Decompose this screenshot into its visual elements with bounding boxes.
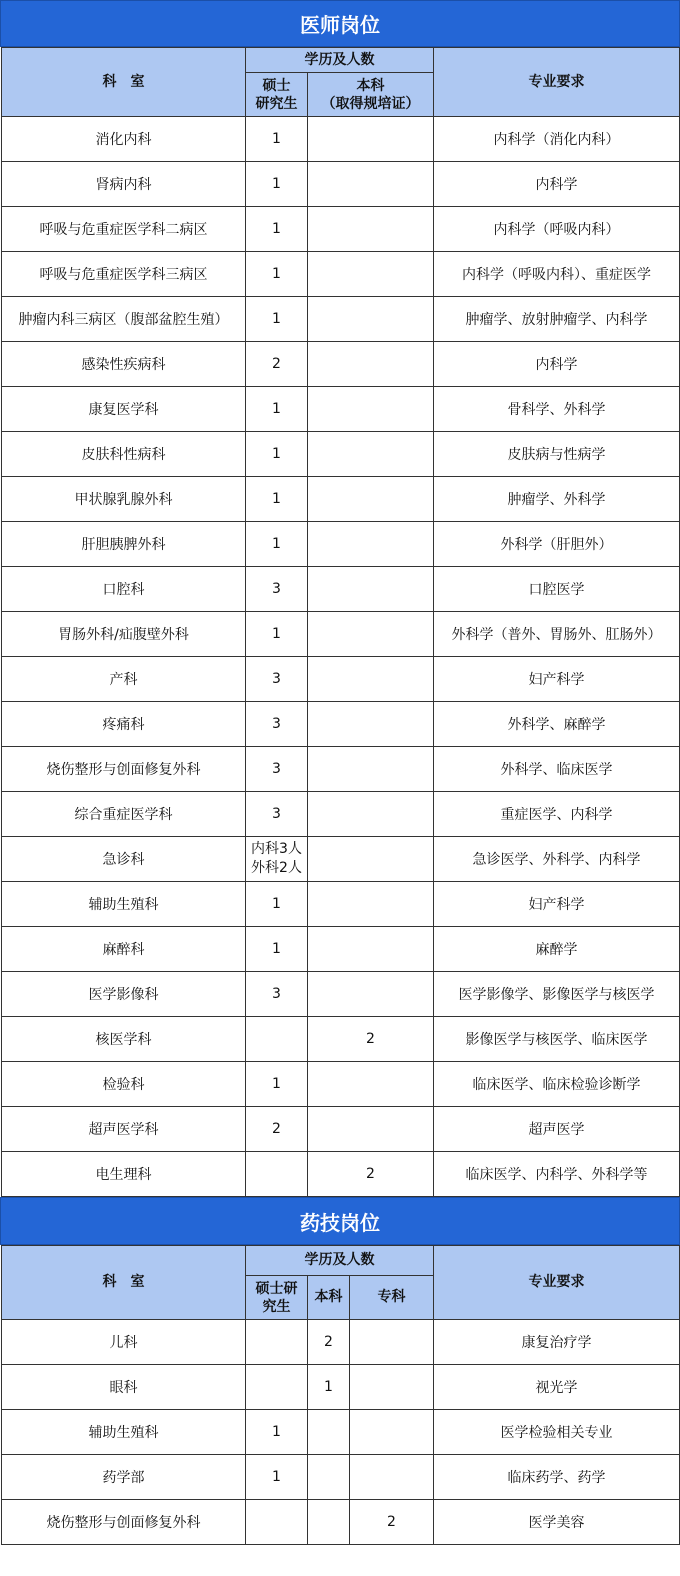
master-count-cell: 1: [246, 207, 308, 252]
major-cell: 医学影像学、影像医学与核医学: [434, 972, 680, 1017]
dept-cell: 疼痛科: [2, 702, 246, 747]
dept-cell: 胃肠外科/疝腹壁外科: [2, 612, 246, 657]
major-cell: 口腔医学: [434, 567, 680, 612]
major-cell: 临床医学、内科学、外科学等: [434, 1152, 680, 1197]
header-education: [246, 1246, 434, 1276]
master-count-cell: 3: [246, 747, 308, 792]
major-cell: 临床医学、临床检验诊断学: [434, 1062, 680, 1107]
major-cell: 内科学（呼吸内科）: [434, 207, 680, 252]
header-education-label: 学历及人数: [304, 1252, 375, 1268]
dept-cell: 康复医学科: [2, 387, 246, 432]
table-row: [2, 567, 680, 612]
bachelor-count-cell: [308, 927, 434, 972]
major-cell: 内科学: [434, 342, 680, 387]
dept-cell: 辅助生殖科: [2, 882, 246, 927]
header-major: [434, 48, 680, 117]
table-row: [2, 792, 680, 837]
table-row: [2, 252, 680, 297]
bachelor-count-cell: [308, 297, 434, 342]
bachelor-count-cell: [308, 1500, 350, 1545]
major-cell: 麻醉学: [434, 927, 680, 972]
bachelor-count-cell: [308, 522, 434, 567]
header-master: [246, 1276, 308, 1320]
major-cell: 外科学（肝胆外）: [434, 522, 680, 567]
dept-cell: 肾病内科: [2, 162, 246, 207]
table-row: [2, 1062, 680, 1107]
header-master: [246, 73, 308, 117]
header-bachelor-label: 本科 （取得规培证）: [321, 77, 420, 112]
major-cell: 内科学（消化内科）: [434, 117, 680, 162]
header-education: [246, 48, 434, 73]
section-title-physician: [0, 0, 680, 47]
dept-cell: 儿科: [2, 1320, 246, 1365]
master-count-cell: 1: [246, 297, 308, 342]
major-cell: 内科学: [434, 162, 680, 207]
table-row: [2, 1017, 680, 1062]
table-row: [2, 1410, 680, 1455]
dept-cell: 急诊科: [2, 837, 246, 882]
master-count-cell: 3: [246, 702, 308, 747]
major-cell: 临床药学、药学: [434, 1455, 680, 1500]
physician-table: [1, 47, 680, 1197]
major-cell: 骨科学、外科学: [434, 387, 680, 432]
header-college-label: 专科: [377, 1289, 406, 1305]
bachelor-count-cell: [308, 477, 434, 522]
master-count-cell: 1: [246, 1410, 308, 1455]
major-cell: 外科学、临床医学: [434, 747, 680, 792]
master-count-cell: 1: [246, 252, 308, 297]
major-cell: 外科学、麻醉学: [434, 702, 680, 747]
bachelor-count-cell: [308, 387, 434, 432]
bachelor-count-cell: [308, 702, 434, 747]
master-count-cell: [246, 1500, 308, 1545]
table-row: [2, 702, 680, 747]
table-row: [2, 882, 680, 927]
header-dept-label: 科 室: [102, 73, 145, 90]
table-row: [2, 342, 680, 387]
header-master-label: 硕士研 究生: [255, 1280, 298, 1315]
bachelor-count-cell: [308, 837, 434, 882]
major-cell: 外科学（普外、胃肠外、肛肠外）: [434, 612, 680, 657]
master-count-cell: 2: [246, 1107, 308, 1152]
master-count-cell: 1: [246, 1062, 308, 1107]
dept-cell: 眼科: [2, 1365, 246, 1410]
major-cell: 影像医学与核医学、临床医学: [434, 1017, 680, 1062]
dept-cell: 超声医学科: [2, 1107, 246, 1152]
master-count-cell: 1: [246, 477, 308, 522]
dept-cell: 电生理科: [2, 1152, 246, 1197]
master-count-cell: 1: [246, 612, 308, 657]
bachelor-count-cell: 2: [308, 1017, 434, 1062]
college-count-cell: [350, 1410, 434, 1455]
college-count-cell: [350, 1365, 434, 1410]
college-count-cell: [350, 1320, 434, 1365]
table-row: [2, 387, 680, 432]
major-cell: 妇产科学: [434, 882, 680, 927]
section-title-pharmacy-tech: [0, 1197, 680, 1245]
major-cell: 肿瘤学、放射肿瘤学、内科学: [434, 297, 680, 342]
major-cell: 皮肤病与性病学: [434, 432, 680, 477]
bachelor-count-cell: 2: [308, 1320, 350, 1365]
bachelor-count-cell: [308, 612, 434, 657]
header-master-label: 硕士 研究生: [255, 77, 298, 112]
master-count-cell: 3: [246, 657, 308, 702]
table-row: [2, 207, 680, 252]
master-count-cell: [246, 1017, 308, 1062]
master-count-cell: 1: [246, 522, 308, 567]
master-count-cell: 1: [246, 387, 308, 432]
master-count-cell: 1: [246, 162, 308, 207]
header-major-label: 专业要求: [528, 1274, 585, 1290]
dept-cell: 烧伤整形与创面修复外科: [2, 747, 246, 792]
table-row: [2, 1320, 680, 1365]
bachelor-count-cell: [308, 252, 434, 297]
major-cell: 急诊医学、外科学、内科学: [434, 837, 680, 882]
dept-cell: 肝胆胰脾外科: [2, 522, 246, 567]
dept-cell: 检验科: [2, 1062, 246, 1107]
header-bachelor: [308, 73, 434, 117]
master-count-cell: 1: [246, 927, 308, 972]
table-row: [2, 297, 680, 342]
table-row: [2, 1107, 680, 1152]
bachelor-count-cell: [308, 972, 434, 1017]
college-count-cell: [350, 1455, 434, 1500]
dept-cell: 消化内科: [2, 117, 246, 162]
table-row: [2, 612, 680, 657]
header-dept-label: 科 室: [102, 1274, 145, 1290]
bachelor-count-cell: [308, 882, 434, 927]
table-row: [2, 837, 680, 882]
dept-cell: 药学部: [2, 1455, 246, 1500]
master-count-cell: [246, 1365, 308, 1410]
header-major-label: 专业要求: [528, 73, 585, 90]
dept-cell: 辅助生殖科: [2, 1410, 246, 1455]
major-cell: 超声医学: [434, 1107, 680, 1152]
table-row: [2, 162, 680, 207]
table-row: [2, 747, 680, 792]
table-row: [2, 927, 680, 972]
dept-cell: 核医学科: [2, 1017, 246, 1062]
header-bachelor: [308, 1276, 350, 1320]
college-count-cell: 2: [350, 1500, 434, 1545]
dept-cell: 肿瘤内科三病区（腹部盆腔生殖）: [2, 297, 246, 342]
header-major: [434, 1246, 680, 1320]
major-cell: 内科学（呼吸内科）、重症医学: [434, 252, 680, 297]
table-row: [2, 522, 680, 567]
bachelor-count-cell: 1: [308, 1365, 350, 1410]
dept-cell: 烧伤整形与创面修复外科: [2, 1500, 246, 1545]
master-count-cell: 3: [246, 567, 308, 612]
master-count-cell: 1: [246, 117, 308, 162]
major-cell: 视光学: [434, 1365, 680, 1410]
major-cell: 医学美容: [434, 1500, 680, 1545]
dept-cell: 甲状腺乳腺外科: [2, 477, 246, 522]
major-cell: 肿瘤学、外科学: [434, 477, 680, 522]
table-row: [2, 1500, 680, 1545]
master-count-cell: [246, 1152, 308, 1197]
table-row: [2, 1455, 680, 1500]
bachelor-count-cell: [308, 1062, 434, 1107]
bachelor-count-cell: [308, 117, 434, 162]
table-row: [2, 117, 680, 162]
dept-cell: 呼吸与危重症医学科三病区: [2, 252, 246, 297]
bachelor-count-cell: [308, 747, 434, 792]
major-cell: 妇产科学: [434, 657, 680, 702]
master-count-cell: 3: [246, 972, 308, 1017]
master-count-cell: [246, 1320, 308, 1365]
bachelor-count-cell: [308, 1107, 434, 1152]
table-row: [2, 477, 680, 522]
dept-cell: 皮肤科性病科: [2, 432, 246, 477]
master-count-cell: 1: [246, 1455, 308, 1500]
dept-cell: 口腔科: [2, 567, 246, 612]
dept-cell: 呼吸与危重症医学科二病区: [2, 207, 246, 252]
table-row: [2, 1152, 680, 1197]
header-dept: [2, 1246, 246, 1320]
dept-cell: 综合重症医学科: [2, 792, 246, 837]
bachelor-count-cell: [308, 207, 434, 252]
table-row: [2, 972, 680, 1017]
master-count-cell: 1: [246, 882, 308, 927]
major-cell: 重症医学、内科学: [434, 792, 680, 837]
dept-cell: 产科: [2, 657, 246, 702]
dept-cell: 麻醉科: [2, 927, 246, 972]
bachelor-count-cell: [308, 567, 434, 612]
bachelor-count-cell: [308, 792, 434, 837]
table-row: [2, 1365, 680, 1410]
table-row: [2, 657, 680, 702]
master-count-cell: 内科3人 外科2人: [246, 837, 308, 882]
section-title-text: 医师岗位: [300, 13, 380, 37]
master-count-cell: 1: [246, 432, 308, 477]
bachelor-count-cell: [308, 1455, 350, 1500]
master-count-cell: 3: [246, 792, 308, 837]
pharmacy-tech-table: [1, 1245, 680, 1545]
header-dept: [2, 48, 246, 117]
bachelor-count-cell: [308, 342, 434, 387]
bachelor-count-cell: 2: [308, 1152, 434, 1197]
table-row: [2, 432, 680, 477]
dept-cell: 医学影像科: [2, 972, 246, 1017]
section-title-text: 药技岗位: [300, 1210, 380, 1235]
bachelor-count-cell: [308, 432, 434, 477]
bachelor-count-cell: [308, 162, 434, 207]
header-bachelor-label: 本科: [314, 1289, 343, 1305]
header-college: [350, 1276, 434, 1320]
bachelor-count-cell: [308, 1410, 350, 1455]
dept-cell: 感染性疾病科: [2, 342, 246, 387]
major-cell: 康复治疗学: [434, 1320, 680, 1365]
header-education-label: 学历及人数: [304, 51, 375, 68]
master-count-cell: 2: [246, 342, 308, 387]
bachelor-count-cell: [308, 657, 434, 702]
major-cell: 医学检验相关专业: [434, 1410, 680, 1455]
